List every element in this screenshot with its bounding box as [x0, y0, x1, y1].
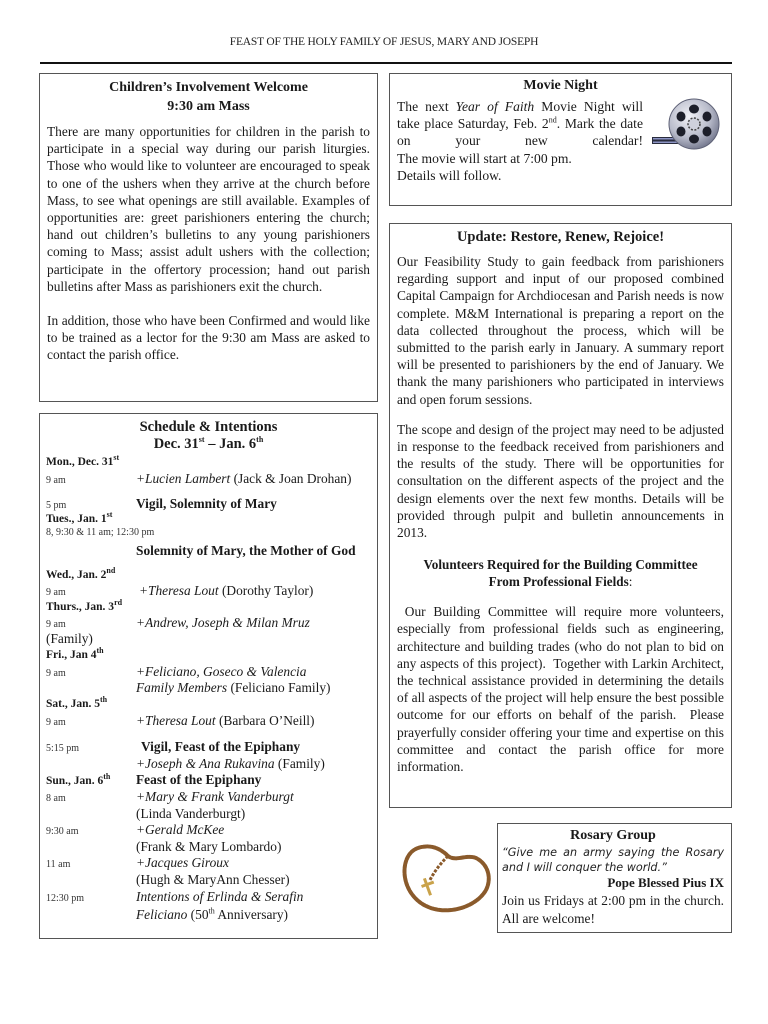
day-monday: Mon., Dec. 31st: [46, 453, 120, 468]
entry-time: 9 am: [46, 716, 66, 728]
day-wednesday: Wed., Jan. 2nd: [46, 566, 116, 581]
children-title: [47, 78, 370, 116]
schedule-box: [39, 413, 378, 939]
intention-name: +Gerald McKee: [136, 822, 225, 837]
entry-title: Vigil, Feast of the Epiphany: [141, 739, 301, 754]
intention-name-cont: Feliciano: [136, 906, 188, 922]
rosary-icon: [396, 834, 496, 916]
intention-by: (Hugh & MaryAnn Chesser): [136, 871, 290, 887]
entry-time: 5:15 pm: [46, 743, 80, 754]
intention-by: (Dorothy Taylor): [218, 583, 314, 598]
intention-name: +Theresa Lout: [139, 583, 219, 598]
movie-announcement: The next Year of Faith Movie Night will take place Saturday, Feb. 2nd. Mark the date on your new calendar!: [397, 99, 643, 149]
range-end-sup: th: [256, 435, 264, 445]
schedule-entry: [46, 713, 371, 730]
children-para-2: In addition, those who have been Confirmed and would like to be trained as a lector for the 9:30 am Mass are asked to contact the parish office.: [47, 313, 370, 363]
intention-name: +Lucien Lambert: [136, 471, 231, 486]
intention-name: +Theresa Lout: [136, 712, 216, 728]
schedule-entry: [46, 471, 371, 488]
intention-name: Intentions of Erlinda & Serafin: [136, 889, 304, 904]
update-box: [389, 223, 732, 808]
entry-title: Solemnity of Mary, the Mother of God: [136, 543, 356, 558]
day-saturday: Sat., Jan. 5th: [46, 694, 108, 710]
day-friday: Fri., Jan 4th: [46, 645, 104, 661]
film-reel-icon: [652, 96, 720, 156]
intention-by: (Family): [274, 755, 325, 771]
intention-by: (Jack & Joan Drohan): [230, 471, 352, 486]
entry-time: 9 am: [46, 475, 66, 486]
page-header: FEAST OF THE HOLY FAMILY OF JESUS, MARY AND JOSEPH: [229, 36, 539, 48]
movie-start-time: The movie will start at 7:00 pm.: [397, 150, 572, 166]
intention-name: +Joseph & Ana Rukavina: [136, 755, 275, 771]
entry-title: Feast of the Epiphany: [136, 772, 262, 787]
intention-name: +Feliciano, Goseco & Valencia: [136, 663, 307, 679]
rosary-title: Rosary Group: [570, 828, 656, 843]
entry-time: 9 am: [46, 618, 66, 630]
intention-by: (Feliciano Family): [227, 680, 331, 695]
schedule-entry: 12:30 pm Intentions of Erlinda & Serafin Feliciano (50th Anniversary): [46, 889, 304, 922]
entry-title: Vigil, Solemnity of Mary: [136, 495, 277, 511]
intention-name: +Mary & Frank Vanderburgt: [136, 789, 294, 804]
schedule-entry: [46, 496, 371, 513]
entry-time: 9 am: [46, 587, 66, 598]
movie-details: Details will follow.: [397, 167, 502, 183]
entry-time: 9 am: [46, 667, 66, 679]
intention-name: +Jacques Giroux: [136, 855, 229, 870]
schedule-entry: [46, 542, 371, 559]
children-title-line1: Children’s Involvement Welcome: [109, 80, 308, 95]
range-start: Dec. 31: [153, 436, 199, 452]
entry-time: 12:30 pm: [46, 893, 85, 904]
schedule-entry: [46, 664, 371, 697]
schedule-entry: [46, 789, 371, 822]
rosary-attribution: Pope Blessed Pius IX: [607, 875, 724, 890]
movie-title: Movie Night: [523, 78, 598, 93]
children-para-1: There are many opportunities for children in the parish to participate in a special way during our parish liturgies. Those who would like to volunteer are encouraged to speak to one of the ushers when they arrive at the church before Mass, to see what openings are still available. Examples of opportunities are: greet parishioners entering the church; hand out children’s bulletins to any young parishioners coming to Mass; assist adult ushers with the collection; participate in the offertory procession; hand out parish bulletins after Mass as parishioners exit the church.: [47, 124, 370, 294]
schedule-title: Schedule & Intentions: [139, 419, 278, 435]
entry-time: 8 am: [46, 793, 66, 804]
rosary-body: Join us Fridays at 2:00 pm in the church. All are welcome!: [502, 893, 724, 926]
day-sunday: Sun., Jan. 6th Feast of the Epiphany: [46, 772, 262, 787]
schedule-entry: [46, 855, 371, 888]
children-involvement-box: [39, 73, 378, 402]
entry-time: 9:30 am: [46, 826, 79, 837]
schedule-entry: [46, 739, 371, 772]
schedule-entry: [46, 822, 371, 855]
intention-name: +Andrew, Joseph & Milan Mruz: [136, 614, 310, 630]
intention-by: (Linda Vanderburgt): [136, 805, 246, 821]
intention-by: (Family): [46, 631, 93, 646]
intention-name-cont: Family Members: [136, 680, 228, 695]
entry-time: 5 pm: [46, 499, 67, 511]
update-title: Update: Restore, Renew, Rejoice!: [456, 229, 665, 245]
intention-by: (Barbara O’Neill): [215, 712, 315, 728]
rosary-quote: “Give me an army saying the Rosary and I will conquer the world.”: [502, 846, 724, 874]
intention-by: (Frank & Mary Lombardo): [136, 838, 282, 854]
schedule-range: [46, 436, 371, 453]
movie-night-box: [389, 73, 732, 206]
update-para-1: Our Feasibility Study to gain feedback from parishioners regarding support and input of our proposed combined Capital Campaign for Archdiocesan and Parish needs is now complete. M&M International is preparing a report on the data collected throughout the process, which will be submitted to the parish early in January. A summary report will be presented to parishioners by the end of January. We thank the many parishioners who participated in interviews and open forum sessions.: [397, 254, 724, 407]
schedule-entry: [46, 615, 371, 632]
day-thursday: Thurs., Jan. 3rd: [46, 597, 123, 613]
entry-times: 8, 9:30 & 11 am; 12:30 pm: [46, 527, 155, 538]
entry-time: 11 am: [46, 859, 71, 870]
rosary-group-box: [497, 823, 732, 933]
children-title-line2: 9:30 am Mass: [167, 99, 250, 114]
range-start-sup: st: [198, 435, 205, 445]
update-para-2: The scope and design of the project may need to be adjusted in response to the feedback received from parishioners and the results of the study. There will be opportunities for consultation on the different aspects of the project and the design elements over the next few months. Details will be provided through pulpit and bulletin announcements in 2013.: [397, 421, 724, 541]
schedule-entry: [46, 583, 371, 600]
header-rule: [40, 62, 732, 64]
range-end: – Jan. 6: [204, 436, 257, 452]
day-tuesday: Tues., Jan. 1st: [46, 510, 113, 525]
volunteers-subtitle: Volunteers Required for the Building Committee From Professional Fields:: [423, 557, 698, 590]
update-para-3: Our Building Committee will require more volunteers, especially from professional fields such as engineering, architecture and building trades (who do not plan to bid on any aspects of this project). Together with Larkin Architect, the technical assistance provided in determining the details of all aspects of the project will help ensure the best possible outcome for our efforts on behalf of the parish. Please prayerfully consider offering your time and expertise on this committee and contact the parish office for more information.: [397, 604, 728, 775]
